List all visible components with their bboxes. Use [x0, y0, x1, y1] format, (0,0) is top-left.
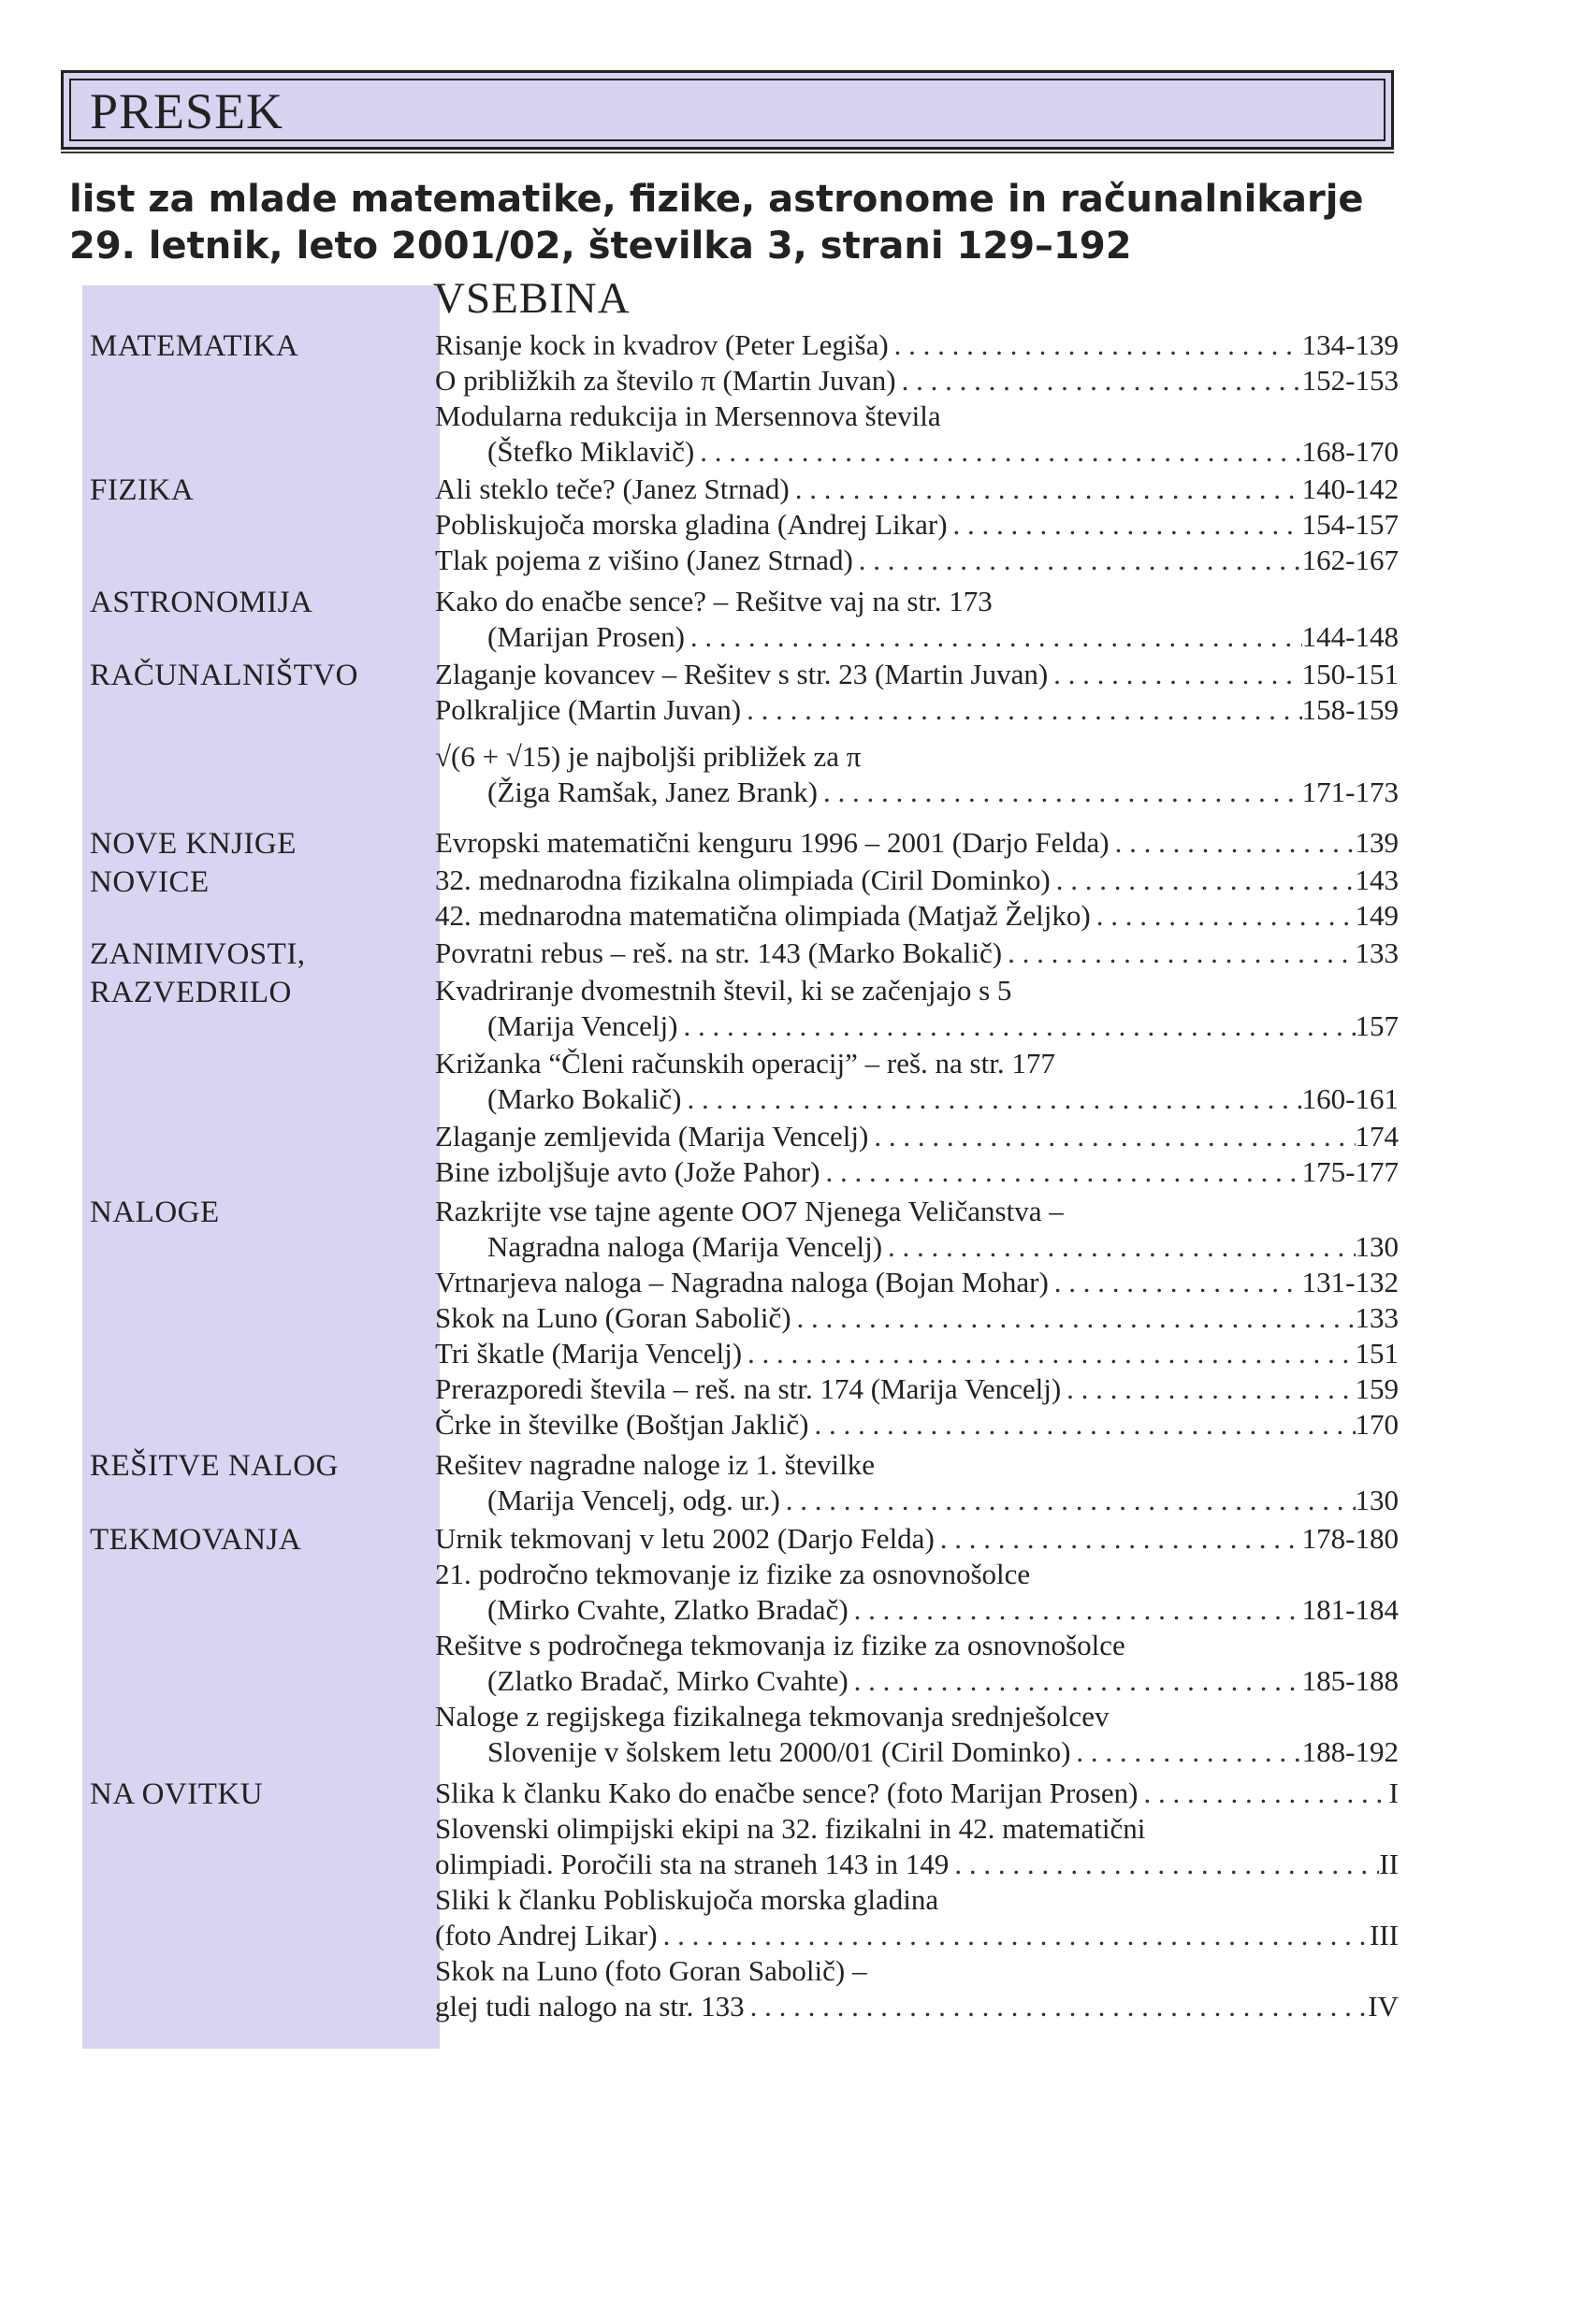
entry-title: Urnik tekmovanj v letu 2002 (Darjo Felda) [435, 1522, 935, 1555]
entry-title: 32. mednarodna fizikalna olimpiada (Ciril Dominko) [435, 863, 1051, 896]
subtitle-line-1: list za mlade matematike, fizike, astronome in računalnikarje [69, 178, 1364, 221]
entry-title: Tlak pojema z višino (Janez Strnad) [435, 544, 853, 576]
entry-title-cont: glej tudi nalogo na str. 133 [435, 1990, 745, 2023]
entry-title-cont: Nagradna naloga (Marija Vencelj) [487, 1230, 883, 1263]
entry-page: 157 [1355, 1009, 1399, 1042]
entry-page: 149 [1355, 899, 1399, 932]
toc-entry [435, 1447, 1399, 1518]
leader-dots [1048, 657, 1302, 692]
entry-title: 42. mednarodna matematična olimpiada (Matjaž Željko) [435, 899, 1091, 932]
section-label: ASTRONOMIJA [90, 586, 313, 619]
section-label-2: NOVICE [90, 865, 210, 899]
entry-title-cont: (Žiga Ramšak, Janez Brank) [487, 776, 818, 808]
journal-subtitle [69, 176, 1364, 269]
entry-page: 130 [1355, 1230, 1399, 1263]
entry-title: Polkraljice (Martin Juvan) [435, 693, 742, 726]
subtitle-line-2: 29. letnik, leto 2001/02, številka 3, strani 129–192 [69, 225, 1132, 268]
entry-title: O približkih za število π (Martin Juvan) [435, 364, 896, 397]
leader-dots [681, 1081, 1301, 1117]
entry-title: Skok na Luno (Goran Sabolič) [435, 1301, 791, 1334]
toc-entry [435, 399, 1399, 470]
leader-dots [889, 327, 1302, 363]
toc-entry [435, 584, 1399, 655]
entry-page: 178-180 [1301, 1522, 1399, 1555]
entry-title: Ali steklo teče? (Janez Strnad) [435, 472, 790, 505]
entry-title: Zlaganje zemljevida (Marija Vencelj) [435, 1120, 869, 1153]
toc-entry [435, 1194, 1399, 1265]
section-zanimivosti [90, 935, 306, 1012]
entry-title: Prerazporedi števila – reš. na str. 174 (Marija Vencelj) [435, 1372, 1062, 1405]
leader-dots [694, 434, 1301, 470]
leader-dots [1110, 825, 1356, 861]
entry-title: Pobliskujoča morska gladina (Andrej Likar) [435, 508, 948, 541]
entry-page: 144-148 [1301, 620, 1399, 653]
entry-page: 162-167 [1301, 544, 1399, 576]
entry-title: Rešitve s področnega tekmovanja iz fizike za osnovnošolce [435, 1629, 1125, 1661]
toc-entry [435, 863, 1399, 898]
section-label: RAČUNALNIŠTVO [90, 659, 358, 692]
entry-title-cont: (Mirko Cvahte, Zlatko Bradač) [487, 1593, 849, 1626]
entry-page: 139 [1355, 826, 1399, 859]
section-tekmovanja [90, 1521, 301, 1559]
entry-title: Križanka “Členi računskih operacij” – reš. na str. 177 [435, 1047, 1055, 1080]
leader-dots [935, 1521, 1302, 1557]
leader-dots [853, 543, 1302, 578]
toc-entry [435, 1953, 1399, 2024]
leader-dots [780, 1483, 1356, 1518]
entry-title: Slovenski olimpijski ekipi na 32. fizikalni in 42. matematični [435, 1812, 1146, 1845]
leader-dots [808, 1407, 1355, 1443]
leader-dots [948, 507, 1302, 543]
leader-dots [658, 1918, 1370, 1953]
section-label: REŠITVE NALOG [90, 1449, 339, 1483]
entry-title: Skok na Luno (foto Goran Sabolič) – [435, 1954, 867, 1987]
leader-dots [1070, 1734, 1301, 1770]
entry-title: Evropski matematični kenguru 1996 – 2001 (Darjo Felda) [435, 826, 1110, 859]
toc-entry [435, 1265, 1399, 1300]
leader-dots [1139, 1776, 1389, 1811]
section-label: MATEMATIKA [90, 329, 299, 363]
entry-title: Modularna redukcija in Mersennova števila [435, 399, 941, 432]
toc-entry [435, 1300, 1399, 1336]
leader-dots [685, 619, 1302, 655]
leader-dots [882, 1229, 1355, 1265]
entry-page: 133 [1355, 1301, 1399, 1334]
entry-page: 130 [1355, 1484, 1399, 1516]
toc-entry [435, 1371, 1399, 1407]
entry-title: Zlaganje kovancev – Rešitev s str. 23 (Martin Juvan) [435, 658, 1049, 690]
entry-page: 160-161 [1301, 1082, 1399, 1115]
entry-page: 185-188 [1301, 1664, 1399, 1697]
leader-dots [677, 1008, 1355, 1044]
toc-entry [435, 1628, 1399, 1699]
toc-entry [435, 692, 1399, 728]
toc-entry [435, 898, 1399, 934]
entry-page: 170 [1355, 1408, 1399, 1441]
section-racunalnistvo [90, 657, 358, 695]
entry-title: Kako do enačbe sence? – Rešitve vaj na str. 173 [435, 585, 993, 617]
section-label: ZANIMIVOSTI, [90, 937, 306, 971]
leader-dots [849, 1663, 1302, 1699]
entry-title-cont: (Marko Bokalič) [487, 1082, 682, 1115]
entry-page: 143 [1355, 863, 1399, 896]
entry-page: 174 [1355, 1120, 1399, 1153]
section-label: NALOGE [90, 1196, 220, 1229]
section-resitve-nalog [90, 1447, 339, 1486]
leader-dots [745, 1989, 1369, 2024]
leader-dots [820, 1154, 1302, 1190]
entry-page: 171-173 [1301, 776, 1399, 808]
entry-title-cont: (foto Andrej Likar) [435, 1919, 658, 1951]
section-naloge [90, 1194, 220, 1232]
entry-page: 159 [1355, 1372, 1399, 1405]
leader-dots [1091, 898, 1356, 934]
entry-page: 158-159 [1301, 693, 1399, 726]
toc-entry [435, 973, 1399, 1044]
entry-page: IV [1368, 1990, 1399, 2023]
leader-dots [791, 1300, 1356, 1336]
leader-dots [741, 692, 1302, 728]
section-label: FIZIKA [90, 473, 195, 507]
entry-page: 133 [1355, 936, 1399, 969]
leader-dots [818, 775, 1302, 810]
entry-page: 152-153 [1301, 364, 1399, 397]
entry-page: 131-132 [1301, 1266, 1399, 1298]
leader-dots [849, 1592, 1302, 1628]
toc-entry [435, 543, 1399, 578]
toc-entry [435, 1154, 1399, 1190]
leader-dots [1049, 1265, 1302, 1300]
section-matematika [90, 327, 298, 366]
toc-entry [435, 507, 1399, 543]
toc-entry [435, 1521, 1399, 1557]
leader-dots [896, 363, 1302, 399]
section-label: NOVE KNJIGE [90, 827, 297, 861]
section-nove-knjige [90, 825, 297, 902]
journal-logo: PRESEK [90, 83, 284, 139]
toc-entry [435, 471, 1399, 507]
entry-title: Kvadriranje dvomestnih števil, ki se začenjajo s 5 [435, 974, 1012, 1007]
entry-title-cont: (Marija Vencelj) [487, 1009, 678, 1042]
section-fizika [90, 471, 194, 510]
leader-dots [1061, 1371, 1355, 1407]
entry-title: √(6 + √15) je najboljši približek za π [435, 740, 862, 773]
leader-dots [1051, 863, 1356, 898]
entry-page: I [1388, 1776, 1399, 1809]
toc-entry [435, 657, 1399, 692]
entry-title: Razkrijte vse tajne agente OO7 Njenega Veličanstva – [435, 1195, 1064, 1227]
entry-title: Sliki k članku Pobliskujoča morska gladina [435, 1883, 939, 1916]
entry-title: Rešitev nagradne naloge iz 1. številke [435, 1448, 876, 1481]
toc-entry [435, 1336, 1399, 1371]
entry-title: Črke in številke (Boštjan Jaklič) [435, 1408, 809, 1441]
toc-entry [435, 327, 1399, 363]
leader-dots [742, 1336, 1355, 1371]
entry-title-cont: olimpiadi. Poročili sta na straneh 143 in 149 [435, 1848, 950, 1880]
toc-entry [435, 935, 1399, 971]
leader-dots [868, 1119, 1355, 1154]
section-label-2: RAZVEDRILO [90, 976, 292, 1009]
entry-title: Bine izboljšuje avto (Jože Pahor) [435, 1155, 820, 1188]
toc-entry [435, 1882, 1399, 1953]
section-na-ovitku [90, 1776, 263, 1814]
entry-page: 134-139 [1301, 328, 1399, 361]
entry-page: 150-151 [1301, 658, 1399, 690]
section-label: TEKMOVANJA [90, 1523, 302, 1557]
entry-title: Povratni rebus – reš. na str. 143 (Marko Bokalič) [435, 936, 1003, 969]
entry-title-cont: Slovenije v šolskem letu 2000/01 (Ciril Dominko) [487, 1735, 1071, 1768]
entry-title: Tri škatle (Marija Vencelj) [435, 1337, 743, 1370]
leader-dots [949, 1847, 1379, 1882]
entry-page: 140-142 [1301, 472, 1399, 505]
toc-entry [435, 363, 1399, 399]
entry-page: 188-192 [1301, 1735, 1399, 1768]
toc-entry [435, 825, 1399, 861]
entry-title: Vrtnarjeva naloga – Nagradna naloga (Bojan Mohar) [435, 1266, 1049, 1298]
entry-title-cont: (Marijan Prosen) [487, 620, 685, 653]
toc-entry [435, 1811, 1399, 1882]
toc-entry [435, 1407, 1399, 1443]
entry-title: Slika k članku Kako do enačbe sence? (foto Marijan Prosen) [435, 1776, 1139, 1809]
toc-entry [435, 1776, 1399, 1811]
entry-page: II [1379, 1848, 1399, 1880]
entry-title-cont: (Zlatko Bradač, Mirko Cvahte) [487, 1664, 849, 1697]
entry-page: 154-157 [1301, 508, 1399, 541]
toc-entry [435, 739, 1399, 810]
section-label: NA OVITKU [90, 1777, 264, 1811]
toc-entry [435, 1557, 1399, 1628]
header-rule [61, 152, 1394, 153]
entry-title-cont: (Štefko Miklavič) [487, 435, 695, 468]
header-banner [61, 70, 1394, 150]
section-astronomija [90, 584, 312, 622]
entry-page: 181-184 [1301, 1593, 1399, 1626]
entry-page: III [1370, 1919, 1399, 1951]
toc-entry [435, 1119, 1399, 1154]
toc-entry [435, 1046, 1399, 1117]
contents-title: VSEBINA [433, 274, 631, 323]
entry-title: 21. področno tekmovanje iz fizike za osnovnošolce [435, 1558, 1031, 1590]
entry-title: Risanje kock in kvadrov (Peter Legiša) [435, 328, 889, 361]
entry-title: Naloge z regijskega fizikalnega tekmovanja srednješolcev [435, 1700, 1110, 1733]
entry-page: 168-170 [1301, 435, 1399, 468]
toc-entry [435, 1699, 1399, 1770]
leader-dots [1002, 935, 1355, 971]
leader-dots [790, 471, 1302, 507]
entry-title-cont: (Marija Vencelj, odg. ur.) [487, 1484, 780, 1516]
entry-page: 151 [1355, 1337, 1399, 1370]
entry-page: 175-177 [1301, 1155, 1399, 1188]
